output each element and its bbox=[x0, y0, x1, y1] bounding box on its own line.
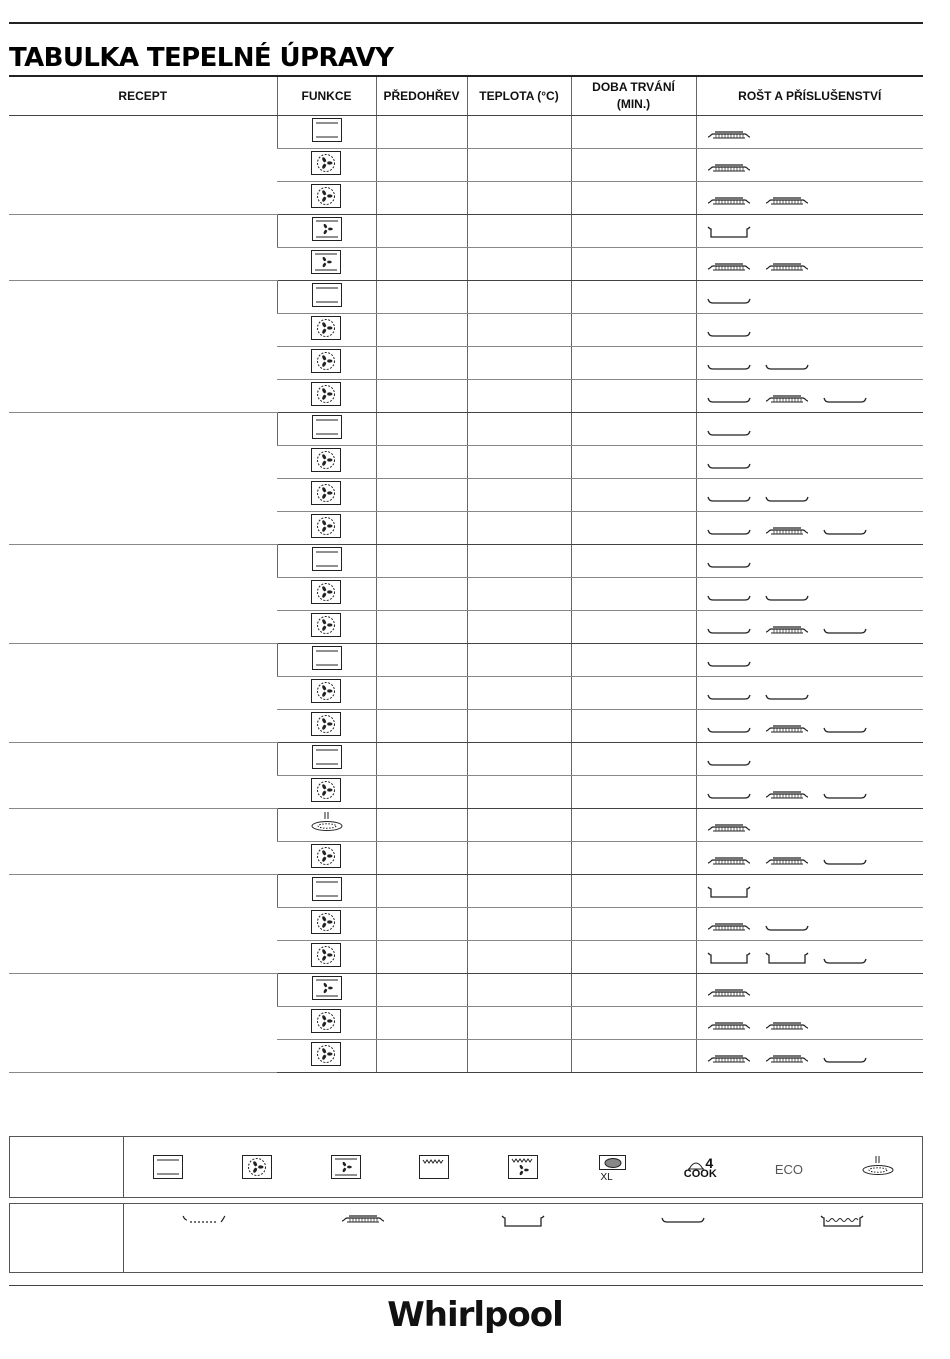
duration-cell bbox=[571, 215, 696, 248]
duration-cell bbox=[571, 281, 696, 314]
fan-icon bbox=[311, 349, 341, 378]
wire-rack-icon bbox=[765, 523, 809, 541]
baking-tray-icon bbox=[823, 622, 867, 640]
preheat-cell bbox=[376, 941, 467, 974]
fan-icon bbox=[311, 844, 341, 873]
accessories-cell bbox=[696, 215, 923, 248]
preheat-cell bbox=[376, 545, 467, 578]
duration-cell bbox=[571, 446, 696, 479]
duration-cell bbox=[571, 248, 696, 281]
fan-icon bbox=[311, 1042, 341, 1071]
preheat-cell bbox=[376, 842, 467, 875]
duration-cell bbox=[571, 842, 696, 875]
table-row bbox=[9, 215, 923, 248]
wire-rack-icon bbox=[765, 1018, 809, 1036]
bottom-rule bbox=[9, 1285, 923, 1286]
temperature-cell bbox=[467, 776, 571, 809]
wire-rack-icon bbox=[707, 259, 751, 277]
function-cell bbox=[277, 842, 376, 875]
preheat-cell bbox=[376, 413, 467, 446]
fan-icon bbox=[311, 481, 341, 510]
accessories-cell bbox=[696, 578, 923, 611]
preheat-cell bbox=[376, 644, 467, 677]
baking-tray-icon bbox=[823, 1051, 867, 1069]
recipe-cell bbox=[9, 545, 277, 644]
baking-tray-icon bbox=[707, 622, 751, 640]
fan-icon bbox=[242, 1155, 272, 1182]
temperature-cell bbox=[467, 380, 571, 413]
pizza-icon bbox=[861, 1155, 895, 1182]
preheat-cell bbox=[376, 446, 467, 479]
fan-bottom-icon bbox=[312, 217, 342, 246]
duration-cell bbox=[571, 776, 696, 809]
conventional-icon bbox=[312, 283, 342, 312]
wire-rack-icon bbox=[765, 622, 809, 640]
shelf-level-icon bbox=[182, 1214, 226, 1229]
duration-cell bbox=[571, 809, 696, 842]
baking-tray-icon bbox=[707, 358, 751, 376]
temperature-cell bbox=[467, 875, 571, 908]
baking-tray-icon bbox=[823, 952, 867, 970]
legend-accessories-label-cell bbox=[10, 1204, 124, 1273]
table-row bbox=[9, 743, 923, 776]
header-preheat: PŘEDOHŘEV bbox=[376, 77, 467, 116]
fan-icon bbox=[311, 943, 341, 972]
conventional-icon bbox=[312, 745, 342, 774]
fan-icon bbox=[311, 910, 341, 939]
drip-tray-icon bbox=[820, 1214, 864, 1231]
legend-function-item bbox=[133, 1155, 203, 1182]
legend-accessory-item bbox=[807, 1214, 877, 1231]
preheat-cell bbox=[376, 776, 467, 809]
temperature-cell bbox=[467, 710, 571, 743]
fan-icon bbox=[311, 151, 341, 180]
baking-tray-icon bbox=[823, 853, 867, 871]
fan-icon bbox=[311, 448, 341, 477]
fan-icon bbox=[311, 316, 341, 345]
preheat-cell bbox=[376, 314, 467, 347]
turbo-grill-icon bbox=[508, 1155, 538, 1182]
cook4-icon: 4 bbox=[687, 1155, 713, 1171]
preheat-cell bbox=[376, 677, 467, 710]
legend-function-item bbox=[399, 1155, 469, 1182]
whirlpool-logo: Whirlpool bbox=[387, 1295, 563, 1335]
wire-rack-icon bbox=[341, 1214, 385, 1227]
fan-icon bbox=[311, 1009, 341, 1038]
preheat-cell bbox=[376, 149, 467, 182]
duration-cell bbox=[571, 413, 696, 446]
preheat-cell bbox=[376, 512, 467, 545]
recipe-cell bbox=[9, 644, 277, 743]
accessories-cell bbox=[696, 545, 923, 578]
fan-bottom-icon bbox=[311, 250, 341, 279]
fan-icon bbox=[311, 679, 341, 708]
conventional-icon bbox=[312, 877, 342, 906]
duration-cell bbox=[571, 644, 696, 677]
function-cell bbox=[277, 116, 376, 149]
recipe-cell bbox=[9, 281, 277, 413]
function-cell bbox=[277, 248, 376, 281]
wire-rack-icon bbox=[765, 193, 809, 211]
duration-cell bbox=[571, 347, 696, 380]
baking-tray-icon bbox=[823, 721, 867, 739]
temperature-cell bbox=[467, 413, 571, 446]
table-row bbox=[9, 116, 923, 149]
baking-tray-icon bbox=[707, 589, 751, 607]
temperature-cell bbox=[467, 248, 571, 281]
preheat-cell bbox=[376, 809, 467, 842]
fan-icon bbox=[311, 580, 341, 609]
deep-pan-icon bbox=[707, 225, 751, 244]
accessories-cell bbox=[696, 974, 923, 1007]
legend-accessory-item bbox=[169, 1214, 239, 1229]
function-cell bbox=[277, 875, 376, 908]
duration-cell bbox=[571, 611, 696, 644]
function-cell bbox=[277, 611, 376, 644]
function-cell bbox=[277, 479, 376, 512]
temperature-cell bbox=[467, 611, 571, 644]
accessories-cell bbox=[696, 479, 923, 512]
baking-tray-icon bbox=[661, 1214, 705, 1227]
accessories-cell bbox=[696, 413, 923, 446]
baking-tray-icon bbox=[765, 490, 809, 508]
accessories-cell bbox=[696, 809, 923, 842]
wire-rack-icon bbox=[707, 160, 751, 178]
function-cell bbox=[277, 908, 376, 941]
preheat-cell bbox=[376, 710, 467, 743]
preheat-cell bbox=[376, 347, 467, 380]
wire-rack-icon bbox=[765, 1051, 809, 1069]
baking-tray-icon bbox=[707, 457, 751, 475]
baking-tray-icon bbox=[707, 523, 751, 541]
duration-cell bbox=[571, 578, 696, 611]
preheat-cell bbox=[376, 479, 467, 512]
recipe-cell bbox=[9, 215, 277, 281]
function-cell bbox=[277, 446, 376, 479]
preheat-cell bbox=[376, 908, 467, 941]
function-cell bbox=[277, 809, 376, 842]
function-cell bbox=[277, 677, 376, 710]
accessories-cell bbox=[696, 281, 923, 314]
baking-tray-icon bbox=[823, 523, 867, 541]
preheat-cell bbox=[376, 611, 467, 644]
temperature-cell bbox=[467, 842, 571, 875]
wire-rack-icon bbox=[707, 1051, 751, 1069]
wire-rack-icon bbox=[765, 391, 809, 409]
accessories-cell bbox=[696, 116, 923, 149]
temperature-cell bbox=[467, 941, 571, 974]
conventional-icon bbox=[312, 547, 342, 576]
legend-function-item bbox=[665, 1155, 735, 1180]
wire-rack-icon bbox=[707, 127, 751, 145]
duration-cell bbox=[571, 974, 696, 1007]
wire-rack-icon bbox=[707, 193, 751, 211]
function-cell bbox=[277, 380, 376, 413]
function-cell bbox=[277, 347, 376, 380]
deep-pan-icon bbox=[765, 951, 809, 970]
accessories-cell bbox=[696, 776, 923, 809]
preheat-cell bbox=[376, 182, 467, 215]
fan-bottom-icon bbox=[331, 1155, 361, 1182]
function-cell bbox=[277, 743, 376, 776]
legend-accessories bbox=[9, 1203, 923, 1273]
legend-functions-label-cell bbox=[10, 1137, 124, 1198]
accessories-cell bbox=[696, 611, 923, 644]
accessories-cell bbox=[696, 347, 923, 380]
function-cell bbox=[277, 776, 376, 809]
header-duration: DOBA TRVÁNÍ (MIN.) bbox=[571, 77, 696, 116]
fan-bottom-icon bbox=[312, 976, 342, 1005]
wire-rack-icon bbox=[707, 919, 751, 937]
conventional-icon bbox=[312, 118, 342, 147]
wire-rack-icon bbox=[707, 820, 751, 838]
baking-tray-icon bbox=[765, 919, 809, 937]
function-cell bbox=[277, 182, 376, 215]
baking-tray-icon bbox=[707, 292, 751, 310]
legend-accessory-item bbox=[488, 1214, 558, 1231]
temperature-cell bbox=[467, 215, 571, 248]
table-row bbox=[9, 644, 923, 677]
fan-icon bbox=[311, 184, 341, 213]
function-cell bbox=[277, 1040, 376, 1073]
baking-tray-icon bbox=[823, 391, 867, 409]
accessories-cell bbox=[696, 908, 923, 941]
preheat-cell bbox=[376, 1040, 467, 1073]
duration-cell bbox=[571, 149, 696, 182]
duration-cell bbox=[571, 116, 696, 149]
conventional-icon bbox=[312, 646, 342, 675]
wire-rack-icon bbox=[765, 721, 809, 739]
duration-cell bbox=[571, 479, 696, 512]
fan-icon bbox=[311, 712, 341, 741]
baking-tray-icon bbox=[707, 655, 751, 673]
temperature-cell bbox=[467, 182, 571, 215]
preheat-cell bbox=[376, 578, 467, 611]
accessories-cell bbox=[696, 677, 923, 710]
preheat-cell bbox=[376, 215, 467, 248]
preheat-cell bbox=[376, 875, 467, 908]
deep-pan-icon bbox=[707, 951, 751, 970]
duration-cell bbox=[571, 545, 696, 578]
temperature-cell bbox=[467, 479, 571, 512]
header-temperature: TEPLOTA (°C) bbox=[467, 77, 571, 116]
baking-tray-icon bbox=[707, 754, 751, 772]
accessories-cell bbox=[696, 941, 923, 974]
page-title: TABULKA TEPELNÉ ÚPRAVY bbox=[9, 43, 394, 73]
top-rule bbox=[9, 22, 923, 24]
grill-icon bbox=[419, 1155, 449, 1182]
eco-label: ECO bbox=[774, 1162, 803, 1177]
baking-tray-icon bbox=[707, 688, 751, 706]
temperature-cell bbox=[467, 743, 571, 776]
legend-accessories-row bbox=[124, 1204, 922, 1231]
table-row bbox=[9, 875, 923, 908]
accessories-cell bbox=[696, 1040, 923, 1073]
accessories-cell bbox=[696, 512, 923, 545]
function-cell bbox=[277, 710, 376, 743]
wire-rack-icon bbox=[707, 1018, 751, 1036]
accessories-cell bbox=[696, 380, 923, 413]
pizza-icon bbox=[310, 811, 344, 840]
duration-cell bbox=[571, 908, 696, 941]
temperature-cell bbox=[467, 1007, 571, 1040]
fan-icon bbox=[311, 613, 341, 642]
accessories-cell bbox=[696, 710, 923, 743]
legend-functions bbox=[9, 1136, 923, 1198]
baking-tray-icon bbox=[823, 787, 867, 805]
temperature-cell bbox=[467, 281, 571, 314]
legend-functions-row bbox=[124, 1151, 922, 1183]
temperature-cell bbox=[467, 446, 571, 479]
duration-cell bbox=[571, 314, 696, 347]
duration-cell bbox=[571, 710, 696, 743]
function-cell bbox=[277, 1007, 376, 1040]
legend-function-item bbox=[754, 1155, 824, 1177]
legend-function-item bbox=[222, 1155, 292, 1182]
preheat-cell bbox=[376, 974, 467, 1007]
wire-rack-icon bbox=[765, 259, 809, 277]
preheat-cell bbox=[376, 380, 467, 413]
recipe-cell bbox=[9, 743, 277, 809]
recipe-cell bbox=[9, 116, 277, 215]
recipe-cell bbox=[9, 974, 277, 1073]
table-row bbox=[9, 809, 923, 842]
accessories-cell bbox=[696, 182, 923, 215]
wire-rack-icon bbox=[707, 853, 751, 871]
duration-cell bbox=[571, 1040, 696, 1073]
accessories-cell bbox=[696, 644, 923, 677]
deep-pan-icon bbox=[501, 1214, 545, 1231]
baking-tray-icon bbox=[707, 424, 751, 442]
baking-tray-icon bbox=[707, 325, 751, 343]
function-cell bbox=[277, 545, 376, 578]
wire-rack-icon bbox=[707, 985, 751, 1003]
table-row bbox=[9, 545, 923, 578]
duration-cell bbox=[571, 743, 696, 776]
baking-tray-icon bbox=[707, 787, 751, 805]
function-cell bbox=[277, 281, 376, 314]
conventional-icon bbox=[312, 415, 342, 444]
accessories-cell bbox=[696, 743, 923, 776]
baking-tray-icon bbox=[765, 358, 809, 376]
wire-rack-icon bbox=[765, 787, 809, 805]
function-cell bbox=[277, 512, 376, 545]
table-row bbox=[9, 413, 923, 446]
baking-tray-icon bbox=[765, 688, 809, 706]
function-cell bbox=[277, 941, 376, 974]
function-cell bbox=[277, 314, 376, 347]
preheat-cell bbox=[376, 743, 467, 776]
temperature-cell bbox=[467, 578, 571, 611]
header-accessories: ROŠT A PŘÍSLUŠENSTVÍ bbox=[696, 77, 923, 116]
temperature-cell bbox=[467, 1040, 571, 1073]
function-cell bbox=[277, 149, 376, 182]
legend-accessory-item bbox=[648, 1214, 718, 1227]
legend-function-item bbox=[843, 1155, 913, 1182]
accessories-cell bbox=[696, 875, 923, 908]
duration-cell bbox=[571, 512, 696, 545]
duration-cell bbox=[571, 677, 696, 710]
baking-tray-icon bbox=[707, 391, 751, 409]
function-cell bbox=[277, 215, 376, 248]
baking-tray-icon bbox=[707, 556, 751, 574]
duration-cell bbox=[571, 875, 696, 908]
accessories-cell bbox=[696, 842, 923, 875]
temperature-cell bbox=[467, 644, 571, 677]
function-cell bbox=[277, 974, 376, 1007]
temperature-cell bbox=[467, 974, 571, 1007]
fan-icon bbox=[311, 382, 341, 411]
function-cell bbox=[277, 644, 376, 677]
table-body bbox=[9, 116, 923, 1073]
duration-cell bbox=[571, 182, 696, 215]
temperature-cell bbox=[467, 908, 571, 941]
temperature-cell bbox=[467, 512, 571, 545]
accessories-cell bbox=[696, 446, 923, 479]
legend-function-item bbox=[311, 1155, 381, 1182]
recipe-cell bbox=[9, 875, 277, 974]
baking-tray-icon bbox=[707, 490, 751, 508]
duration-cell bbox=[571, 941, 696, 974]
preheat-cell bbox=[376, 281, 467, 314]
accessories-cell bbox=[696, 248, 923, 281]
legend-function-item bbox=[577, 1155, 647, 1183]
cook-label: COOK bbox=[683, 1168, 717, 1180]
function-cell bbox=[277, 578, 376, 611]
baking-tray-icon bbox=[707, 721, 751, 739]
duration-cell bbox=[571, 380, 696, 413]
temperature-cell bbox=[467, 545, 571, 578]
wire-rack-icon bbox=[765, 853, 809, 871]
accessories-cell bbox=[696, 314, 923, 347]
duration-cell bbox=[571, 1007, 696, 1040]
legend-function-item bbox=[488, 1155, 558, 1182]
table-row bbox=[9, 974, 923, 1007]
fan-icon bbox=[311, 514, 341, 543]
fan-icon bbox=[311, 778, 341, 807]
baking-tray-icon bbox=[765, 589, 809, 607]
deep-pan-icon bbox=[707, 885, 751, 904]
temperature-cell bbox=[467, 809, 571, 842]
preheat-cell bbox=[376, 116, 467, 149]
header-recipe: RECEPT bbox=[9, 77, 277, 116]
temperature-cell bbox=[467, 347, 571, 380]
recipe-cell bbox=[9, 809, 277, 875]
table-header-row bbox=[9, 77, 923, 116]
maxi-cooking-label: XL bbox=[600, 1172, 613, 1183]
table-row bbox=[9, 281, 923, 314]
temperature-cell bbox=[467, 149, 571, 182]
function-cell bbox=[277, 413, 376, 446]
conventional-icon bbox=[153, 1155, 183, 1182]
accessories-cell bbox=[696, 1007, 923, 1040]
preheat-cell bbox=[376, 248, 467, 281]
temperature-cell bbox=[467, 677, 571, 710]
preheat-cell bbox=[376, 1007, 467, 1040]
accessories-cell bbox=[696, 149, 923, 182]
temperature-cell bbox=[467, 116, 571, 149]
header-function: FUNKCE bbox=[277, 77, 376, 116]
legend-accessory-item bbox=[328, 1214, 398, 1227]
recipe-cell bbox=[9, 413, 277, 545]
cooking-table bbox=[9, 77, 923, 1073]
temperature-cell bbox=[467, 314, 571, 347]
